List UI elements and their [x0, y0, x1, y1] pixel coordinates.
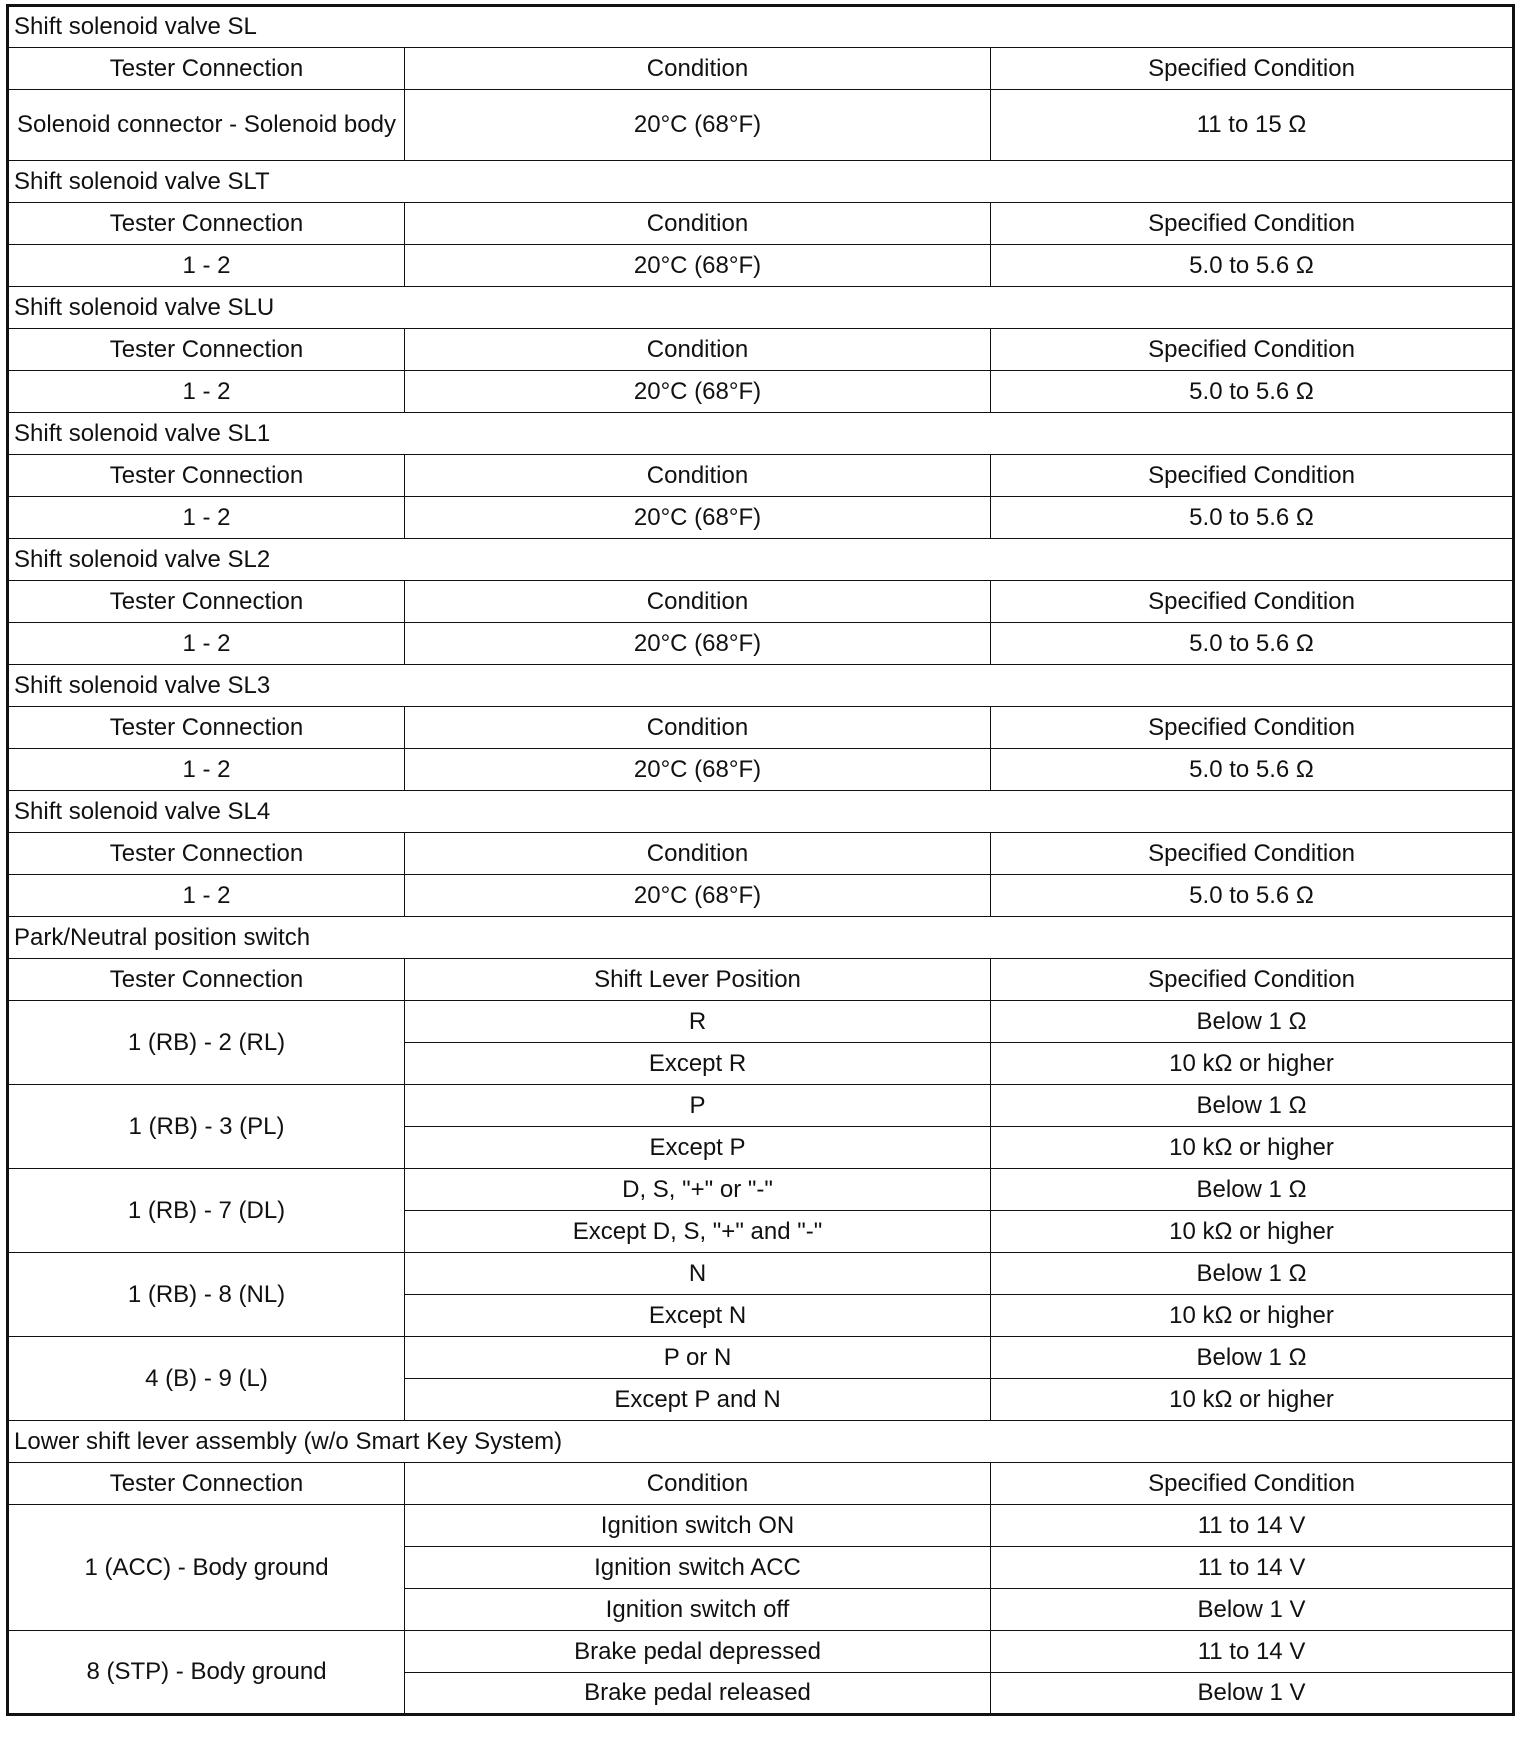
section-title: Shift solenoid valve SLT: [8, 161, 1514, 203]
header-row: [8, 833, 1514, 875]
header-condition: Condition: [405, 833, 991, 875]
cell-spec: 5.0 to 5.6 Ω: [991, 749, 1514, 791]
section-title-row: [8, 1421, 1514, 1463]
cell-connection: 1 - 2: [8, 371, 405, 413]
cell-spec: Below 1 Ω: [991, 1085, 1514, 1127]
cell-condition: 20°C (68°F): [405, 245, 991, 287]
header-tester-connection: Tester Connection: [8, 581, 405, 623]
table-row: [8, 749, 1514, 791]
header-tester-connection: Tester Connection: [8, 1463, 405, 1505]
header-row: [8, 455, 1514, 497]
section-title-row: [8, 413, 1514, 455]
section-title-row: [8, 791, 1514, 833]
section-title-row: [8, 539, 1514, 581]
cell-spec: Below 1 Ω: [991, 1001, 1514, 1043]
table-row: [8, 875, 1514, 917]
section-title: Shift solenoid valve SL: [8, 6, 1514, 48]
header-tester-connection: Tester Connection: [8, 707, 405, 749]
cell-condition: Ignition switch ACC: [405, 1547, 991, 1589]
header-specified-condition: Specified Condition: [991, 1463, 1514, 1505]
cell-connection: 1 (RB) - 2 (RL): [8, 1001, 405, 1085]
section-title-row: [8, 665, 1514, 707]
cell-connection: 1 (ACC) - Body ground: [8, 1505, 405, 1631]
table-row: [8, 1337, 1514, 1379]
header-specified-condition: Specified Condition: [991, 707, 1514, 749]
cell-spec: 10 kΩ or higher: [991, 1043, 1514, 1085]
header-tester-connection: Tester Connection: [8, 455, 405, 497]
header-specified-condition: Specified Condition: [991, 203, 1514, 245]
table-row: [8, 245, 1514, 287]
cell-connection: 1 (RB) - 8 (NL): [8, 1253, 405, 1337]
cell-spec: 10 kΩ or higher: [991, 1127, 1514, 1169]
table-row: [8, 623, 1514, 665]
cell-spec: 5.0 to 5.6 Ω: [991, 875, 1514, 917]
section-title-row: [8, 917, 1514, 959]
header-tester-connection: Tester Connection: [8, 48, 405, 90]
header-specified-condition: Specified Condition: [991, 581, 1514, 623]
cell-connection: 1 - 2: [8, 749, 405, 791]
cell-connection: 1 - 2: [8, 245, 405, 287]
cell-spec: 11 to 14 V: [991, 1547, 1514, 1589]
table-row: [8, 90, 1514, 161]
section-title: Park/Neutral position switch: [8, 917, 1514, 959]
cell-position: D, S, "+" or "-": [405, 1169, 991, 1211]
cell-condition: 20°C (68°F): [405, 623, 991, 665]
cell-spec: 10 kΩ or higher: [991, 1211, 1514, 1253]
cell-position: N: [405, 1253, 991, 1295]
header-row: [8, 329, 1514, 371]
header-shift-lever-position: Shift Lever Position: [405, 959, 991, 1001]
header-row: [8, 203, 1514, 245]
cell-connection: 4 (B) - 9 (L): [8, 1337, 405, 1421]
table-row: [8, 1505, 1514, 1547]
cell-spec: Below 1 Ω: [991, 1253, 1514, 1295]
section-title: Shift solenoid valve SL2: [8, 539, 1514, 581]
header-condition: Condition: [405, 455, 991, 497]
header-row: [8, 581, 1514, 623]
spec-table: [6, 4, 1515, 1716]
cell-spec: Below 1 V: [991, 1673, 1514, 1715]
header-condition: Condition: [405, 329, 991, 371]
cell-condition: Brake pedal released: [405, 1673, 991, 1715]
table-row: [8, 1169, 1514, 1211]
cell-spec: 5.0 to 5.6 Ω: [991, 245, 1514, 287]
header-specified-condition: Specified Condition: [991, 455, 1514, 497]
table-row: [8, 371, 1514, 413]
header-condition: Condition: [405, 48, 991, 90]
cell-connection: 1 - 2: [8, 623, 405, 665]
header-specified-condition: Specified Condition: [991, 959, 1514, 1001]
section-title-row: [8, 6, 1514, 48]
cell-connection: 8 (STP) - Body ground: [8, 1631, 405, 1715]
header-condition: Condition: [405, 581, 991, 623]
cell-spec: 5.0 to 5.6 Ω: [991, 623, 1514, 665]
table-row: [8, 1253, 1514, 1295]
table-row: [8, 1001, 1514, 1043]
section-title-row: [8, 287, 1514, 329]
cell-position: P: [405, 1085, 991, 1127]
cell-spec: 11 to 14 V: [991, 1631, 1514, 1673]
section-title: Shift solenoid valve SL4: [8, 791, 1514, 833]
header-tester-connection: Tester Connection: [8, 833, 405, 875]
header-row: [8, 707, 1514, 749]
header-tester-connection: Tester Connection: [8, 203, 405, 245]
header-specified-condition: Specified Condition: [991, 329, 1514, 371]
cell-position: P or N: [405, 1337, 991, 1379]
header-condition: Condition: [405, 203, 991, 245]
cell-condition: Brake pedal depressed: [405, 1631, 991, 1673]
section-title: Shift solenoid valve SL3: [8, 665, 1514, 707]
cell-position: Except D, S, "+" and "-": [405, 1211, 991, 1253]
section-title: Lower shift lever assembly (w/o Smart Key System): [8, 1421, 1514, 1463]
section-title: Shift solenoid valve SL1: [8, 413, 1514, 455]
table-row: [8, 1631, 1514, 1673]
cell-condition: 20°C (68°F): [405, 497, 991, 539]
cell-connection: Solenoid connector - Solenoid body: [8, 90, 405, 161]
cell-spec: 10 kΩ or higher: [991, 1379, 1514, 1421]
table-row: [8, 497, 1514, 539]
cell-position: Except P: [405, 1127, 991, 1169]
cell-condition: Ignition switch ON: [405, 1505, 991, 1547]
table-row: [8, 1085, 1514, 1127]
section-title: Shift solenoid valve SLU: [8, 287, 1514, 329]
cell-spec: Below 1 Ω: [991, 1169, 1514, 1211]
cell-connection: 1 (RB) - 3 (PL): [8, 1085, 405, 1169]
cell-condition: 20°C (68°F): [405, 90, 991, 161]
cell-spec: 10 kΩ or higher: [991, 1295, 1514, 1337]
cell-connection: 1 - 2: [8, 497, 405, 539]
header-row: [8, 959, 1514, 1001]
header-row: [8, 1463, 1514, 1505]
cell-spec: Below 1 V: [991, 1589, 1514, 1631]
cell-connection: 1 - 2: [8, 875, 405, 917]
section-title-row: [8, 161, 1514, 203]
cell-condition: 20°C (68°F): [405, 875, 991, 917]
cell-spec: 5.0 to 5.6 Ω: [991, 371, 1514, 413]
cell-position: R: [405, 1001, 991, 1043]
cell-connection: 1 (RB) - 7 (DL): [8, 1169, 405, 1253]
header-tester-connection: Tester Connection: [8, 329, 405, 371]
cell-condition: 20°C (68°F): [405, 371, 991, 413]
cell-spec: Below 1 Ω: [991, 1337, 1514, 1379]
cell-position: Except P and N: [405, 1379, 991, 1421]
cell-position: Except R: [405, 1043, 991, 1085]
header-specified-condition: Specified Condition: [991, 48, 1514, 90]
cell-condition: Ignition switch off: [405, 1589, 991, 1631]
cell-spec: 11 to 14 V: [991, 1505, 1514, 1547]
header-tester-connection: Tester Connection: [8, 959, 405, 1001]
header-condition: Condition: [405, 707, 991, 749]
cell-spec: 5.0 to 5.6 Ω: [991, 497, 1514, 539]
cell-condition: 20°C (68°F): [405, 749, 991, 791]
header-row: [8, 48, 1514, 90]
header-specified-condition: Specified Condition: [991, 833, 1514, 875]
header-condition: Condition: [405, 1463, 991, 1505]
cell-position: Except N: [405, 1295, 991, 1337]
cell-spec: 11 to 15 Ω: [991, 90, 1514, 161]
